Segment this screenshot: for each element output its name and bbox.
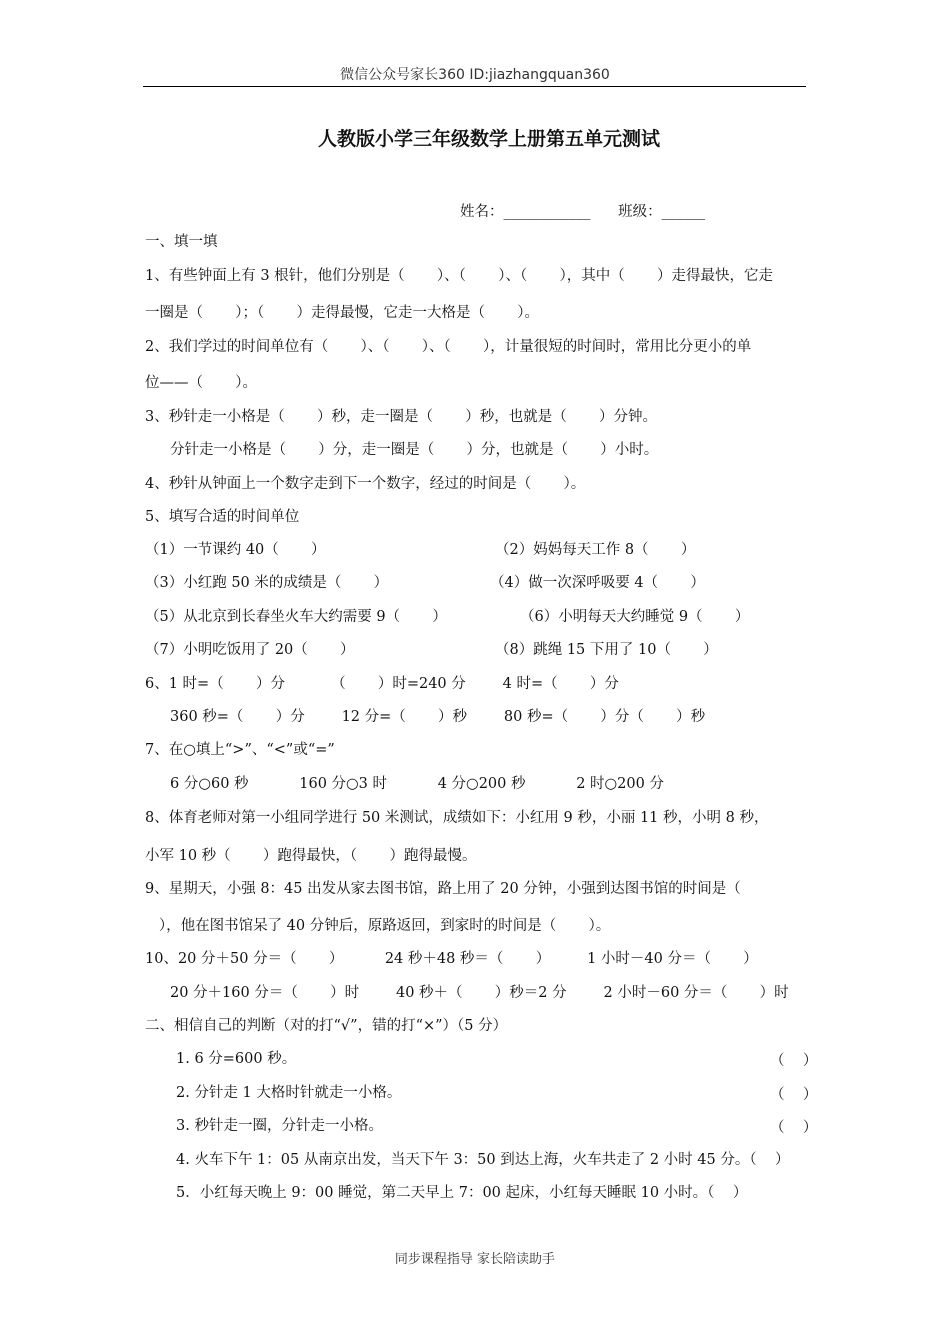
q7-line1: 7、在○填上“>”、“<”或“=” — [145, 742, 335, 758]
q3-line2: 分针走一小格是（ ）分，走一圈是（ ）分，也就是（ ）小时。 — [170, 442, 659, 458]
q1-line1: 1、有些钟面上有 3 根针，他们分别是（ ）、（ ）、（ ），其中（ ）走得最快，它走 — [145, 268, 773, 284]
q1-line2: 一圈是（ ）；（ ）走得最慢，它走一大格是（ ）。 — [145, 305, 540, 321]
q8-line2: 小军 10 秒（ ）跑得最快，（ ）跑得最慢。 — [145, 848, 477, 864]
q10-line2: 20 分＋160 分＝（ ）时 40 秒＋（ ）秒＝2 分 2 小时－60 分＝（ ）时 — [170, 985, 789, 1001]
section2-heading: 二、相信自己的判断（对的打“√”，错的打“×”）（5 分） — [145, 1018, 508, 1034]
q5-item-4: （4）做一次深呼吸要 4（ ） — [490, 575, 705, 591]
q6-line2: 360 秒=（ ）分 12 分=（ ）秒 80 秒=（ ）分（ ）秒 — [170, 709, 706, 725]
q5-item-2: （2）妈妈每天工作 8（ ） — [495, 542, 696, 558]
q5-item-6: （6）小明每天大约睡觉 9（ ） — [520, 609, 750, 625]
q5-item-5: （5）从北京到长春坐火车大约需要 9（ ） — [145, 609, 447, 625]
q7-line2: 6 分○60 秒 160 分○3 时 4 分○200 秒 2 时○200 分 — [170, 776, 664, 792]
judge-item-2: 2. 分针走 1 大格时针就走一小格。 — [176, 1085, 402, 1101]
class-field[interactable]: 班级：______ — [618, 204, 706, 220]
q4: 4、秒针从钟面上一个数字走到下一个数字，经过的时间是（ ）。 — [145, 476, 586, 492]
judge-item-5: 5．小红每天晚上 9：00 睡觉，第二天早上 7：00 起床，小红每天睡眠 10 小时。（ ） — [176, 1185, 748, 1201]
q5-item-3: （3）小红跑 50 米的成绩是（ ） — [145, 575, 389, 591]
judge-mark-2[interactable]: （ ） — [770, 1087, 818, 1103]
q5-item-7: （7）小明吃饭用了 20（ ） — [145, 642, 355, 658]
name-class-row — [460, 200, 705, 221]
name-field[interactable]: 姓名：____________ — [460, 204, 591, 220]
page-title: 人教版小学三年级数学上册第五单元测试 — [317, 128, 660, 150]
q6-line1: 6、1 时=（ ）分 （ ）时=240 分 4 时=（ ）分 — [145, 676, 619, 692]
judge-mark-1[interactable]: （ ） — [770, 1053, 818, 1069]
judge-item-4: 4. 火车下午 1：05 从南京出发，当天下午 3：50 到达上海，火车共走了 2 小时 45 分。（ ） — [176, 1152, 790, 1168]
q5-heading: 5、填写合适的时间单位 — [145, 509, 300, 525]
q9-line1: 9、星期天，小强 8：45 出发从家去图书馆，路上用了 20 分钟，小强到达图书馆的时间是（ — [145, 881, 741, 897]
q5-item-1: （1）一节课约 40（ ） — [145, 542, 326, 558]
page-header: 微信公众号家长360 ID:jiazhangquan360 — [340, 67, 610, 83]
judge-item-1: 1. 6 分=600 秒。 — [176, 1051, 297, 1067]
header-rule — [143, 86, 806, 87]
q5-item-8: （8）跳绳 15 下用了 10（ ） — [495, 642, 718, 658]
q8-line1: 8、体育老师对第一小组同学进行 50 米测试，成绩如下：小红用 9 秒，小丽 11 秒，小明 8 秒， — [145, 810, 769, 826]
q10-line1: 10、20 分＋50 分＝（ ） 24 秒＋48 秒＝（ ） 1 小时－40 分＝（ ） — [145, 951, 758, 967]
judge-mark-3[interactable]: （ ） — [770, 1120, 818, 1136]
q2-line2: 位——（ ）。 — [145, 375, 258, 391]
section1-heading: 一、填一填 — [145, 234, 218, 250]
q9-line2: ），他在图书馆呆了 40 分钟后，原路返回，到家时的时间是（ ）。 — [145, 918, 611, 934]
q3-line1: 3、秒针走一小格是（ ）秒，走一圈是（ ）秒，也就是（ ）分钟。 — [145, 409, 658, 425]
judge-item-3: 3. 秒针走一圈，分针走一小格。 — [176, 1118, 383, 1134]
q2-line1: 2、我们学过的时间单位有（ ）、（ ）、（ ），计量很短的时间时，常用比分更小的单 — [145, 339, 752, 355]
page-footer: 同步课程指导 家长陪读助手 — [394, 1252, 556, 1267]
